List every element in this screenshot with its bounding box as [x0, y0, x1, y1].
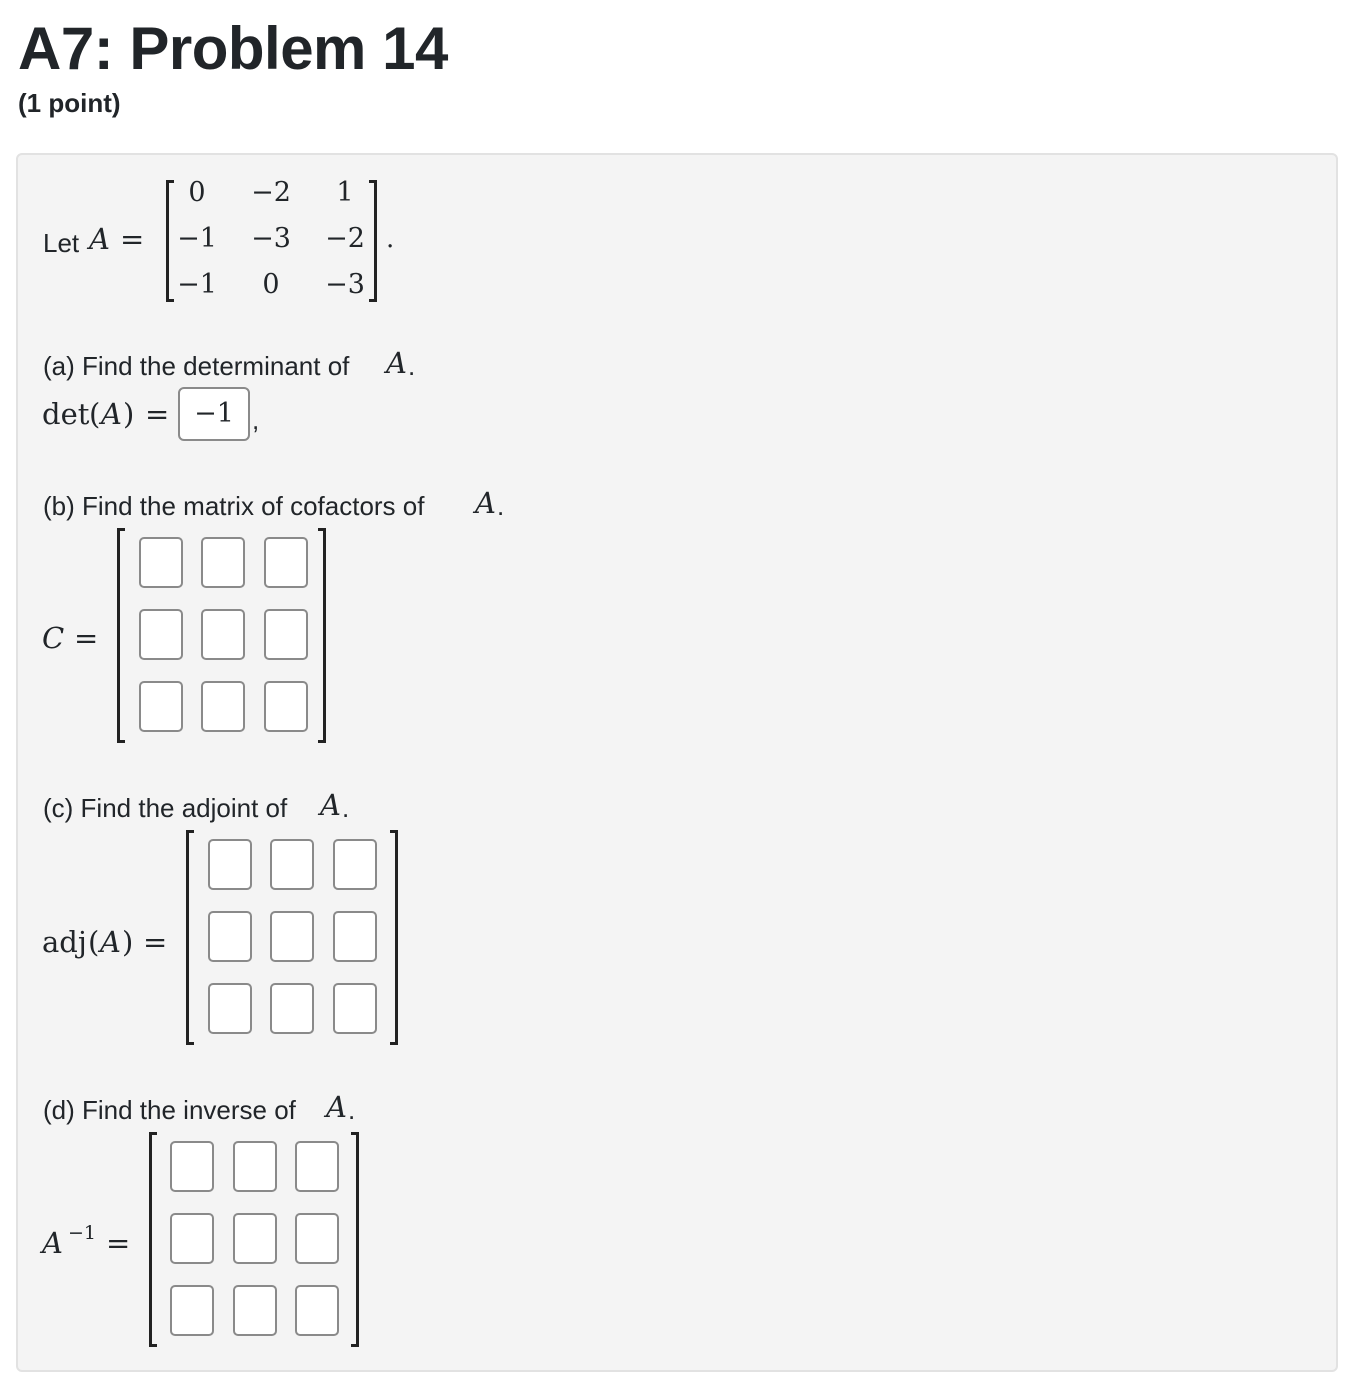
cofactor-input[interactable]	[264, 681, 308, 732]
matrix-cell: 1	[336, 177, 354, 208]
inverse-input[interactable]	[295, 1213, 339, 1264]
adjoint-input[interactable]	[208, 983, 252, 1034]
equals-sign: =	[145, 397, 170, 431]
matrix-cell: −3	[325, 269, 365, 300]
adj-fn: adj	[42, 925, 87, 959]
cofactor-var-C: C	[42, 621, 65, 655]
cofactor-input[interactable]	[139, 609, 183, 660]
page-title: A7: Problem 14	[18, 15, 448, 82]
part-b-dot: .	[497, 491, 505, 521]
adjoint-input[interactable]	[333, 839, 377, 890]
part-b-prompt: (b) Find the matrix of cofactors of	[43, 491, 425, 521]
equals-sign: =	[120, 222, 145, 256]
inverse-input[interactable]	[233, 1213, 277, 1264]
right-bracket	[351, 1132, 359, 1347]
part-c-prompt: (c) Find the adjoint of	[43, 793, 288, 823]
adj-var: A	[100, 925, 121, 959]
cofactor-input[interactable]	[139, 681, 183, 732]
cofactor-input[interactable]	[201, 609, 245, 660]
adjoint-input[interactable]	[208, 911, 252, 962]
inverse-input[interactable]	[170, 1213, 214, 1264]
part-d-prompt: (d) Find the inverse of	[43, 1095, 296, 1125]
part-a-dot: .	[408, 351, 416, 381]
adjoint-input[interactable]	[333, 911, 377, 962]
matrix-cell: −2	[251, 177, 291, 208]
part-b-var: A	[475, 486, 496, 520]
cofactor-input[interactable]	[264, 609, 308, 660]
left-bracket	[117, 528, 125, 743]
part-d-dot: .	[348, 1095, 356, 1125]
adjoint-input[interactable]	[270, 983, 314, 1034]
adjoint-input[interactable]	[270, 911, 314, 962]
part-d-var: A	[326, 1090, 347, 1124]
det-close-paren: )	[123, 397, 135, 431]
inverse-input[interactable]	[233, 1285, 277, 1336]
matrix-cell: 0	[188, 177, 206, 208]
matrix-cell: −1	[177, 269, 217, 300]
inverse-input[interactable]	[295, 1141, 339, 1192]
right-bracket	[390, 830, 398, 1045]
adjoint-input[interactable]	[208, 839, 252, 890]
matrix-var-A: A	[89, 222, 110, 256]
let-text: Let	[43, 228, 80, 258]
cofactor-input[interactable]	[201, 681, 245, 732]
inverse-input[interactable]	[233, 1141, 277, 1192]
adj-close-paren: )	[122, 925, 134, 959]
part-a-var: A	[386, 346, 407, 380]
matrix-cell: −3	[251, 223, 291, 254]
equals-sign: =	[74, 621, 99, 655]
part-a-prompt: (a) Find the determinant of	[43, 351, 350, 381]
matrix-cell: 0	[262, 269, 280, 300]
inverse-input[interactable]	[170, 1285, 214, 1336]
period: .	[386, 224, 395, 254]
problem-panel	[16, 153, 1338, 1372]
determinant-answer-input[interactable]: −1	[178, 387, 250, 441]
points-label: (1 point)	[18, 88, 121, 118]
part-c-dot: .	[342, 793, 350, 823]
trailing-comma: ,	[252, 405, 260, 435]
adj-open-paren: (	[88, 925, 100, 959]
cofactor-input[interactable]	[139, 537, 183, 588]
cofactor-input[interactable]	[264, 537, 308, 588]
matrix-cell: −2	[325, 223, 365, 254]
matrix-cell: −1	[177, 223, 217, 254]
inverse-var: A	[42, 1226, 63, 1260]
left-bracket	[149, 1132, 157, 1347]
adjoint-input[interactable]	[270, 839, 314, 890]
inverse-exponent: −1	[68, 1222, 97, 1244]
equals-sign: =	[106, 1226, 131, 1260]
det-fn: det	[42, 397, 90, 431]
inverse-input[interactable]	[295, 1285, 339, 1336]
det-open-paren: (	[89, 397, 101, 431]
left-bracket	[186, 830, 194, 1045]
part-c-var: A	[320, 788, 341, 822]
right-bracket	[318, 528, 326, 743]
adjoint-input[interactable]	[333, 983, 377, 1034]
equals-sign: =	[143, 925, 168, 959]
cofactor-input[interactable]	[201, 537, 245, 588]
inverse-input[interactable]	[170, 1141, 214, 1192]
det-var: A	[101, 397, 122, 431]
